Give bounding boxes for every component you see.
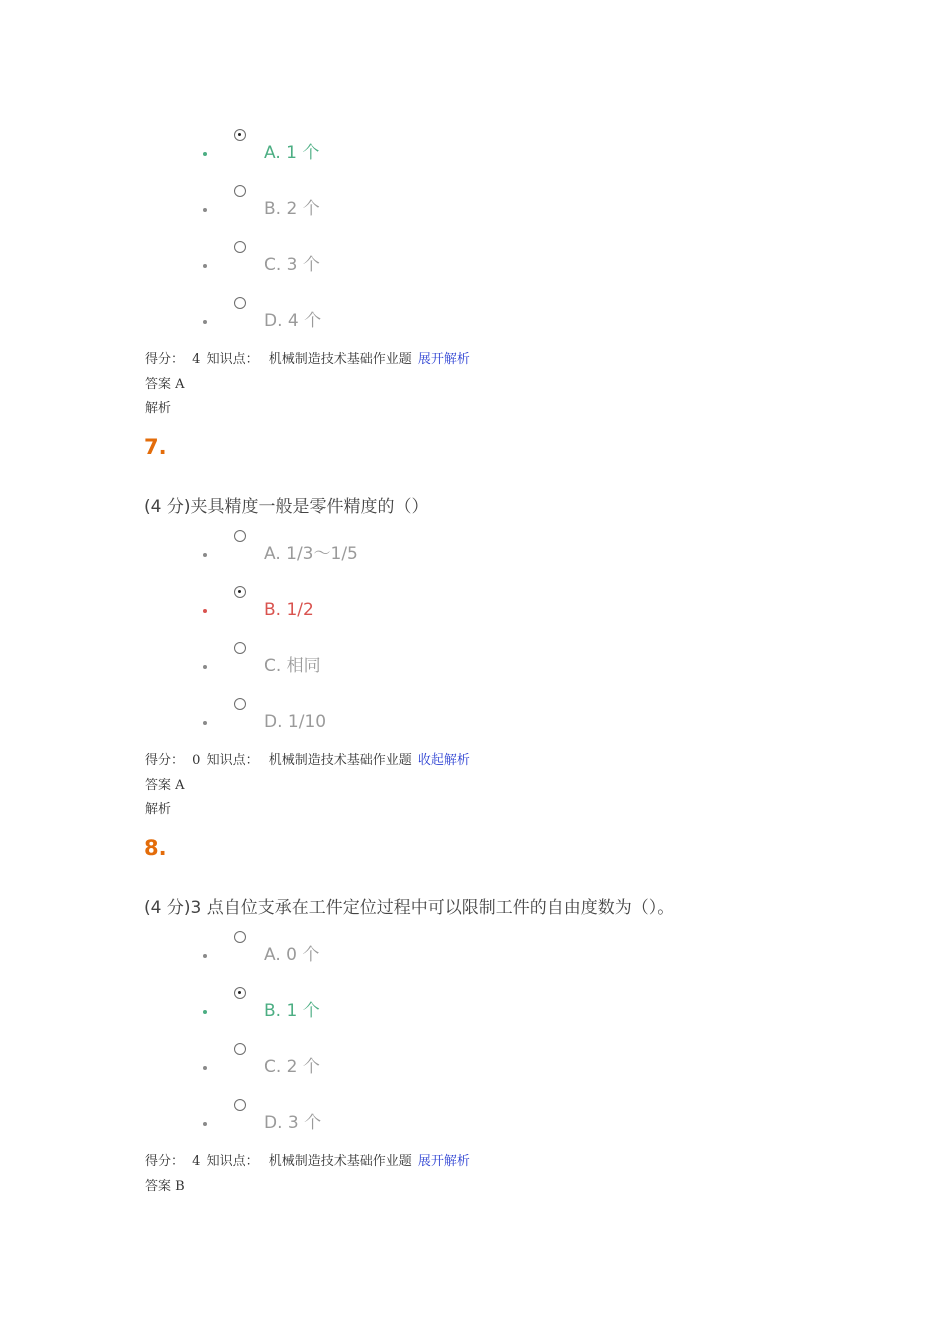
question-number: 7. [144, 435, 167, 459]
question-number: 8. [144, 836, 167, 860]
option-a[interactable]: A. 1/3～1/5 [264, 544, 358, 564]
answer-text: 答案 B [145, 1179, 185, 1194]
radio-icon[interactable] [234, 1043, 246, 1055]
radio-selected-icon[interactable] [234, 987, 246, 999]
knowledge-point: 机械制造技术基础作业题 [268, 352, 412, 367]
option-d[interactable]: D. 1/10 [264, 712, 327, 732]
option-d[interactable]: D. 4 个 [264, 311, 322, 331]
bullet-icon [203, 320, 207, 324]
score-label: 得分： [145, 753, 185, 768]
toggle-analysis-link[interactable]: 展开解析 [417, 352, 470, 367]
answer-text: 答案 A [145, 778, 185, 793]
bullet-icon [203, 1010, 207, 1014]
radio-icon[interactable] [234, 297, 246, 309]
score-line [145, 352, 470, 368]
knowledge-point: 机械制造技术基础作业题 [268, 1154, 412, 1169]
radio-icon[interactable] [234, 1099, 246, 1111]
question-text: (4 分)夹具精度一般是零件精度的（） [144, 497, 429, 517]
radio-icon[interactable] [234, 530, 246, 542]
option-b[interactable]: B. 1/2 [264, 600, 314, 620]
bullet-icon [203, 954, 207, 958]
bullet-icon [203, 1066, 207, 1070]
knowledge-point-label: 知识点： [206, 753, 259, 768]
option-c[interactable]: C. 3 个 [264, 255, 320, 275]
option-a[interactable]: A. 0 个 [264, 945, 320, 965]
bullet-icon [203, 208, 207, 212]
analysis-label: 解析 [145, 802, 172, 817]
radio-icon[interactable] [234, 642, 246, 654]
bullet-icon [203, 1122, 207, 1126]
bullet-icon [203, 264, 207, 268]
option-b[interactable]: B. 1 个 [264, 1001, 320, 1021]
bullet-icon [203, 553, 207, 557]
knowledge-point-label: 知识点： [206, 1154, 259, 1169]
question-text: (4 分)3 点自位支承在工件定位过程中可以限制工件的自由度数为（）。 [144, 898, 675, 918]
option-b[interactable]: B. 2 个 [264, 199, 320, 219]
option-c[interactable]: C. 2 个 [264, 1057, 320, 1077]
score-line [145, 1154, 470, 1170]
radio-selected-icon[interactable] [234, 129, 246, 141]
bullet-icon [203, 152, 207, 156]
bullet-icon [203, 721, 207, 725]
radio-icon[interactable] [234, 931, 246, 943]
radio-selected-icon[interactable] [234, 586, 246, 598]
knowledge-point: 机械制造技术基础作业题 [268, 753, 412, 768]
score-value: 4 [192, 352, 201, 367]
score-label: 得分： [145, 1154, 185, 1169]
radio-icon[interactable] [234, 241, 246, 253]
score-value: 0 [192, 753, 201, 768]
analysis-label: 解析 [145, 401, 172, 416]
score-line [145, 753, 470, 769]
radio-icon[interactable] [234, 698, 246, 710]
option-c[interactable]: C. 相同 [264, 656, 321, 676]
answer-text: 答案 A [145, 377, 185, 392]
knowledge-point-label: 知识点： [206, 352, 259, 367]
score-label: 得分： [145, 352, 185, 367]
bullet-icon [203, 665, 207, 669]
bullet-icon [203, 609, 207, 613]
toggle-analysis-link[interactable]: 收起解析 [417, 753, 470, 768]
radio-icon[interactable] [234, 185, 246, 197]
option-d[interactable]: D. 3 个 [264, 1113, 322, 1133]
toggle-analysis-link[interactable]: 展开解析 [417, 1154, 470, 1169]
score-value: 4 [192, 1154, 201, 1169]
option-a[interactable]: A. 1 个 [264, 143, 320, 163]
